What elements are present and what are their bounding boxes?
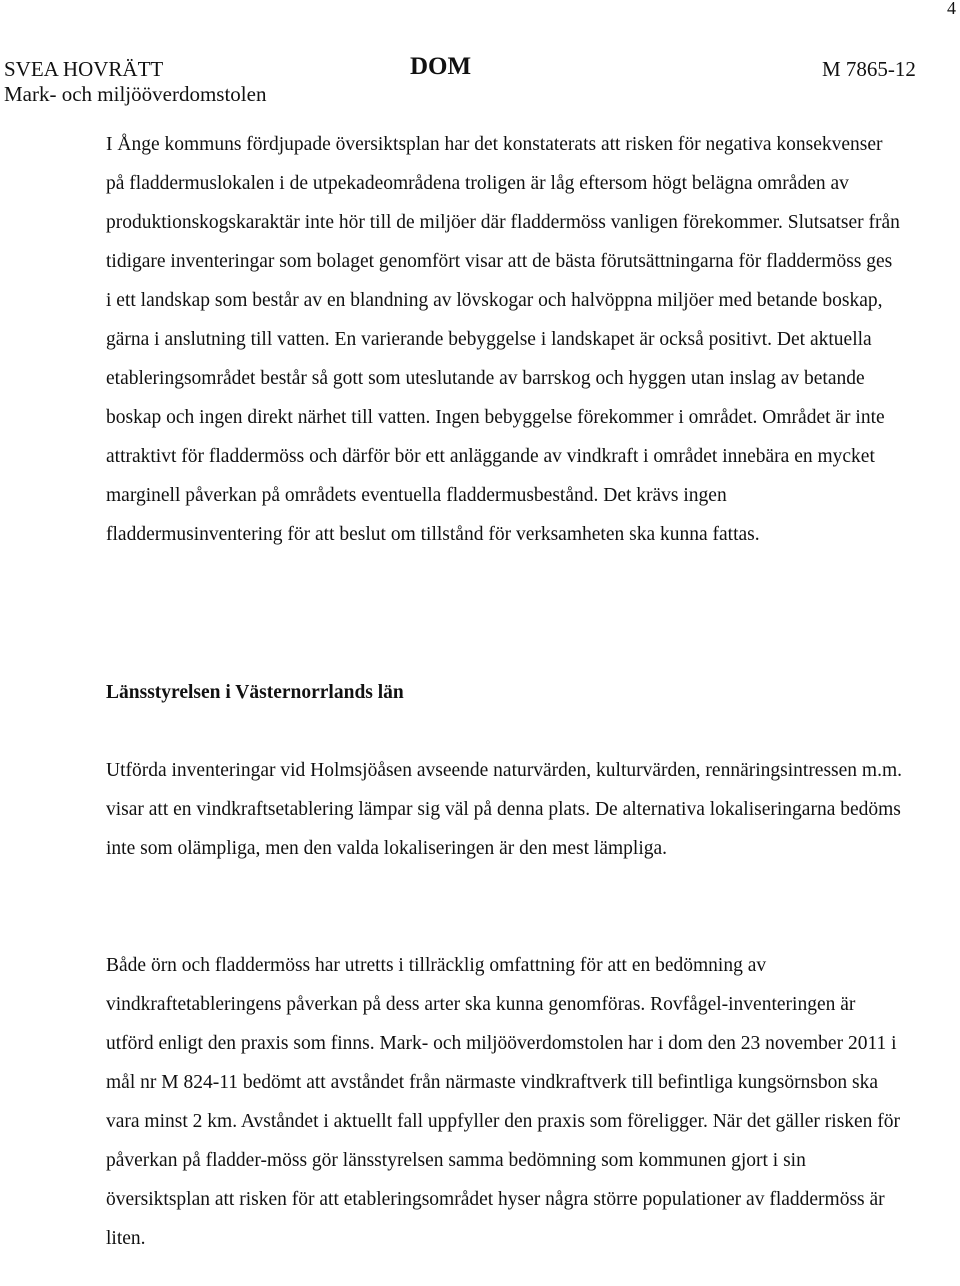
paragraph-municipality-assessment: I Ånge kommuns fördjupade översiktsplan har det konstaterats att risken för negativa konsekvenser på fladdermuslokalen i de utpekadeområdena troligen är låg eftersom högt belägna områden av produktionskogskaraktär inte hör till de miljöer där fladdermöss vanligen förekommer. Slutsatser från tidigare inventeringar som bolaget genomfört visar att de bästa förutsättningarna för fladdermöss ges i ett landskap som består av en blandning av lövskogar och halvöppna miljöer med betande boskap, gärna i anslutning till vatten. En varierande bebyggelse i landskapet är också positivt. Det aktuella etableringsområdet består så gott som uteslutande av barrskog och hyggen utan inslag av betande boskap och ingen direkt närhet till vatten. Ingen bebyggelse förekommer i området. Området är inte attraktivt för fladdermöss och därför bör ett anläggande av vindkraft i området innebära en mycket marginell påverkan på områdets eventuella fladdermusbestånd. Det krävs ingen fladdermusinventering för att beslut om tillstånd för verksamheten ska kunna fattas.: [106, 134, 900, 545]
document-type: DOM: [410, 53, 472, 80]
court-name: SVEA HOVRÄTT: [4, 57, 164, 81]
court-division: Mark- och miljööverdomstolen: [4, 82, 267, 106]
page-number: 4: [947, 0, 956, 18]
case-number: M 7865-12: [822, 57, 916, 81]
paragraph-inventories: Utförda inventeringar vid Holmsjöåsen avseende naturvärden, kulturvärden, rennäringsintressen m.m. visar att en vindkraftsetablering lämpar sig väl på denna plats. De alternativa lokaliseringarna bedöms inte som olämpliga, men den valda lokaliseringen är den mest lämpliga.: [106, 760, 903, 859]
paragraph-eagle-and-bats: Både örn och fladdermöss har utretts i tillräcklig omfattning för att en bedömning av vindkraftetableringens påverkan på dess arter ska kunna genomföras. Rovfågel-inventeringen är utförd enligt den praxis som finns. Mark- och miljööverdomstolen har i dom den 23 november 2011 i mål nr M 824-11 bedömt att avståndet från närmaste vindkraftverk till befintliga kungsörnsbon ska vara minst 2 km. Avståndet i aktuellt fall uppfyller den praxis som föreligger. När det gäller risken för påverkan på fladder-möss gör länsstyrelsen samma bedömning som kommunen gjort i sin översiktsplan att risken för att etableringsområdet hyser några större populationer av fladdermöss är liten.: [106, 955, 901, 1249]
section-heading-county-board: Länsstyrelsen i Västernorrlands län: [106, 682, 404, 703]
